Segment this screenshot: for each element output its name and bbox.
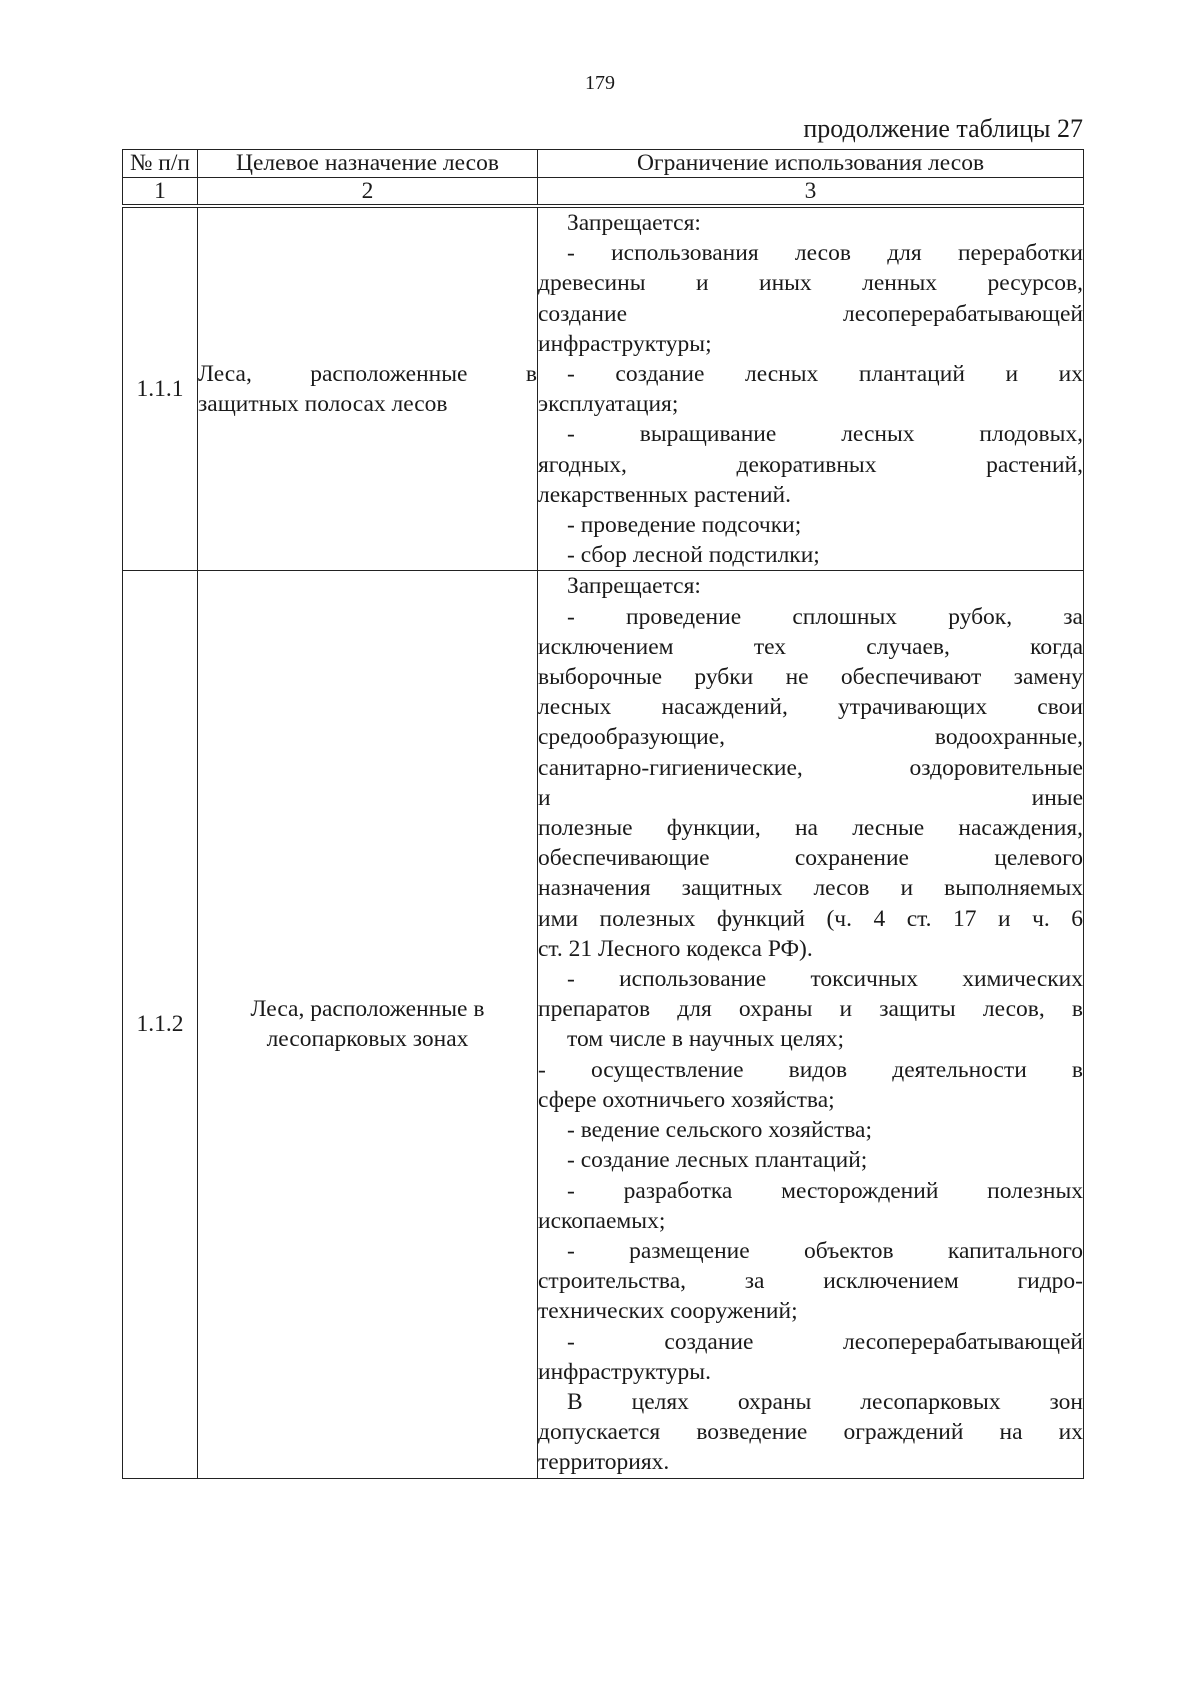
restriction-line: - выращивание лесных плодовых, bbox=[567, 421, 1083, 448]
row-purpose-line: лесопарковых зонах bbox=[266, 1026, 469, 1053]
restriction-line: исключением тех случаев, когда bbox=[538, 633, 1083, 660]
page-number: 179 bbox=[585, 72, 615, 94]
restriction-line: - проведение сплошных рубок, за bbox=[567, 603, 1083, 630]
restriction-line: - создание лесных плантаций; bbox=[567, 1147, 868, 1174]
row-number: 1.1.2 bbox=[123, 571, 198, 1478]
restriction-line: - разработка месторождений полезных bbox=[567, 1177, 1083, 1204]
restriction-line: территориях. bbox=[538, 1449, 670, 1476]
restriction-line: препаратов для охраны и защиты лесов, в bbox=[538, 996, 1083, 1023]
restriction-line: - использования лесов для переработки bbox=[567, 240, 1083, 267]
restriction-line: назначения защитных лесов и выполняемых bbox=[538, 875, 1083, 902]
restrictions-table bbox=[122, 149, 1084, 1479]
column-number-2: 2 bbox=[198, 178, 538, 207]
restriction-line: лесных насаждений, утрачивающих свои bbox=[538, 694, 1083, 721]
column-number-row bbox=[123, 178, 1084, 207]
restriction-line: инфраструктуры; bbox=[538, 330, 712, 357]
restriction-line: - ведение сельского хозяйства; bbox=[567, 1117, 873, 1144]
row-restriction bbox=[538, 571, 1084, 1478]
restriction-line: Запрещается: bbox=[567, 573, 701, 600]
table-continuation-caption: продолжение таблицы 27 bbox=[803, 114, 1083, 143]
row-purpose-line: Леса, расположенные в bbox=[198, 361, 537, 388]
row-purpose bbox=[198, 206, 538, 571]
restriction-line: том числе в научных целях; bbox=[567, 1026, 845, 1053]
restriction-line: сфере охотничьего хозяйства; bbox=[538, 1086, 835, 1113]
restriction-line: В целях охраны лесопарковых зон bbox=[567, 1388, 1083, 1415]
restriction-line: и иные bbox=[538, 784, 1083, 811]
column-number-3: 3 bbox=[538, 178, 1084, 207]
restriction-line: лекарственных растений. bbox=[538, 481, 791, 508]
row-purpose-line: защитных полосах лесов bbox=[198, 391, 448, 418]
restriction-line: технических сооружений; bbox=[538, 1298, 798, 1325]
row-purpose bbox=[198, 571, 538, 1478]
restriction-line: ими полезных функций (ч. 4 ст. 17 и ч. 6 bbox=[538, 905, 1083, 932]
restriction-line: ископаемых; bbox=[538, 1207, 666, 1234]
restriction-line: ягодных, декоративных растений, bbox=[538, 451, 1083, 478]
restriction-line: создание лесоперерабатывающей bbox=[538, 300, 1083, 327]
header-purpose: Целевое назначение лесов bbox=[198, 150, 538, 178]
restriction-line: - проведение подсочки; bbox=[567, 512, 802, 539]
restriction-line: - использование токсичных химических bbox=[567, 966, 1083, 993]
restriction-line: - создание лесных плантаций и их bbox=[567, 361, 1083, 388]
restriction-line: обеспечивающие сохранение целевого bbox=[538, 845, 1083, 872]
restriction-line: выборочные рубки не обеспечивают замену bbox=[538, 664, 1083, 691]
restriction-line: ст. 21 Лесного кодекса РФ). bbox=[538, 935, 813, 962]
restriction-line: строительства, за исключением гидро- bbox=[538, 1268, 1083, 1295]
table-row bbox=[123, 571, 1084, 1478]
restriction-line: допускается возведение ограждений на их bbox=[538, 1419, 1083, 1446]
restriction-line: эксплуатация; bbox=[538, 391, 679, 418]
restriction-line: Запрещается: bbox=[567, 210, 701, 236]
restriction-line: древесины и иных ленных ресурсов, bbox=[538, 270, 1083, 297]
row-number: 1.1.1 bbox=[123, 206, 198, 571]
restriction-line: - осуществление видов деятельности в bbox=[538, 1056, 1083, 1083]
row-restriction bbox=[538, 206, 1084, 571]
header-number: № п/п bbox=[123, 150, 198, 178]
restriction-line: - сбор лесной подстилки; bbox=[567, 542, 820, 569]
column-number-1: 1 bbox=[123, 178, 198, 207]
row-purpose-line: Леса, расположенные в bbox=[250, 996, 485, 1023]
table-row bbox=[123, 206, 1084, 571]
restriction-line: инфраструктуры. bbox=[538, 1358, 711, 1385]
restriction-line: санитарно-гигиенические, оздоровительные bbox=[538, 754, 1083, 781]
restriction-line: полезные функции, на лесные насаждения, bbox=[538, 815, 1083, 842]
table-header-row bbox=[123, 150, 1084, 178]
restriction-line: - создание лесоперерабатывающей bbox=[567, 1328, 1083, 1355]
restriction-line: средообразующие, водоохранные, bbox=[538, 724, 1083, 751]
restriction-line: - размещение объектов капитального bbox=[567, 1237, 1083, 1264]
header-restriction: Ограничение использования лесов bbox=[538, 150, 1084, 178]
